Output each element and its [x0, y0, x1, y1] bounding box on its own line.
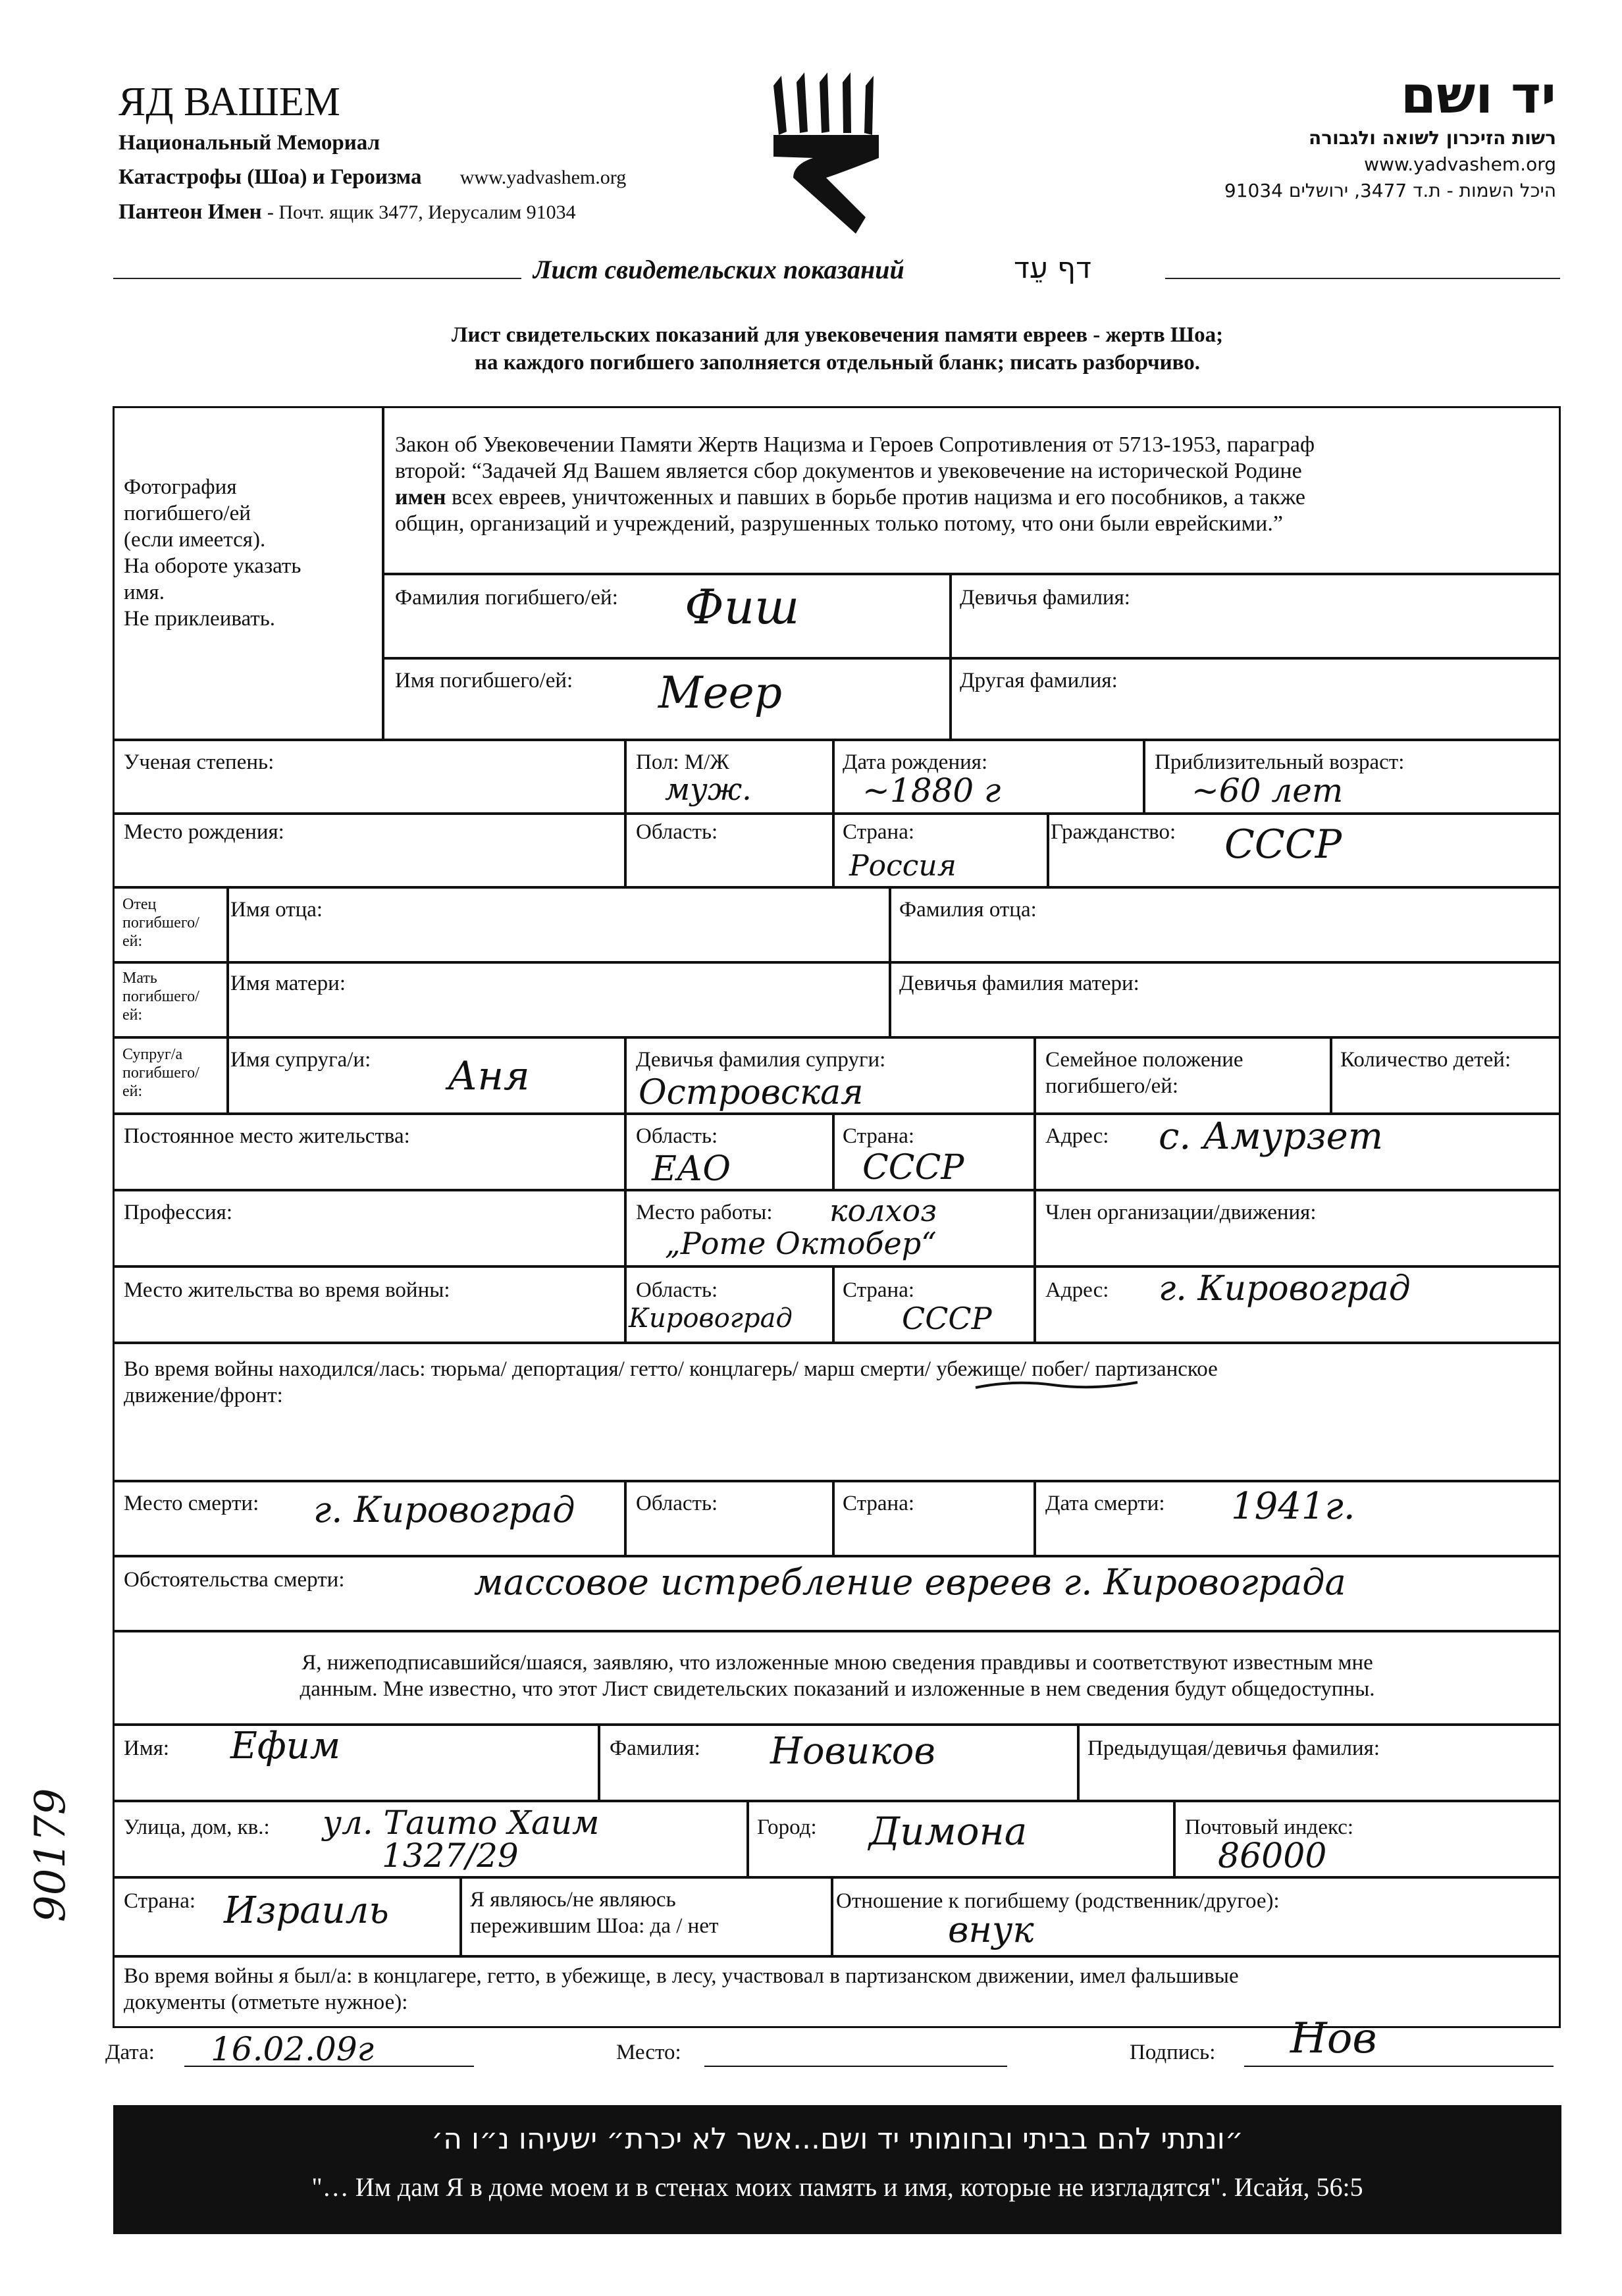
war-residence-label: Место жительства во время войны: [124, 1278, 450, 1302]
spouse-maiden-label: Девичья фамилия супруги: [636, 1048, 886, 1072]
residence-label: Постоянное место жительства: [124, 1124, 410, 1148]
father-side-label: Отец погибшего/ ей: [122, 896, 199, 950]
children-label: Количество детей: [1340, 1048, 1511, 1072]
res-region-label: Область: [636, 1124, 718, 1148]
street-label: Улица, дом, кв.: [124, 1815, 270, 1839]
title-rule-right [1165, 278, 1560, 279]
death-region-label: Область: [636, 1492, 718, 1515]
death-country-label: Страна: [843, 1492, 915, 1515]
header-line4: Пантеон Имен [118, 200, 262, 224]
org-name-he: יד ושם [1400, 66, 1556, 125]
website: www.yadvashem.org [459, 167, 627, 188]
war-address-label: Адрес: [1045, 1278, 1109, 1302]
spouse-name-label: Имя супруга/и: [230, 1048, 371, 1072]
intro [113, 321, 1561, 377]
org-name-ru: ЯД ВАШЕМ [118, 80, 340, 124]
photo-instructions: Фотография погибшего/ей (если имеется). На обороте указать имя. Не приклеивать. [124, 475, 301, 631]
signature-label: Подпись: [1130, 2041, 1216, 2064]
header-right [1224, 66, 1556, 204]
res-country-label: Страна: [843, 1124, 915, 1148]
membership-label: Член организации/движения: [1045, 1201, 1317, 1224]
firstname-value: Меер [658, 667, 782, 718]
footer-quote-ru: "… Им дам Я в доме моем и в стенах моих память и имя, которые не изгладятся". Исайя, 56:5 [311, 2172, 1363, 2202]
other-surname-label: Другая фамилия: [960, 669, 1118, 692]
side-number: 90179 [26, 1788, 75, 1922]
sex-value: муж. [665, 771, 752, 807]
citizenship-label: Гражданство: [1051, 820, 1176, 844]
birthplace-label: Место рождения: [124, 820, 284, 844]
death-date-value: 1941г. [1231, 1485, 1355, 1528]
law-text: Закон об Увековечении Памяти Жертв Нацизма и Героев Сопротивления от 5713-1953, параграф второй: “Задачей Яд Вашем является сбор документов и увековечение на исторической Родине имен всех евреев, уничтоженных и павших в борьбе против нацизма и его пособников, а также общин, организаций и учреждений, разрушенных только потому, что они были еврейскими.” [395, 432, 1315, 536]
submitter-prev-label: Предыдущая/девичья фамилия: [1087, 1736, 1380, 1760]
mother-name-label: Имя матери: [230, 972, 346, 995]
birth-country-label: Страна: [843, 820, 915, 844]
father-surname-label: Фамилия отца: [899, 898, 1037, 922]
declaration-text: Я, нижеподписавшийся/шаяся, заявляю, что изложенные мною сведения правдивы и соответствуют известным мне данным. Мне известно, что этот Лист свидетельских показаний и изложенные в нем сведения будут общедоступны. [300, 1651, 1375, 1701]
header-left [118, 79, 626, 230]
war-address-value: г. Кировоград [1159, 1269, 1411, 1309]
dob-value: ~1880 г [862, 771, 1001, 810]
date-value[interactable]: 16.02.09г [211, 2030, 374, 2068]
death-place-value: г. Кировоград [313, 1489, 575, 1530]
submitter-name-label: Имя: [124, 1736, 170, 1760]
firstname-label: Имя погибшего/ей: [395, 669, 573, 692]
form-title-he: דף עֵד [1014, 251, 1092, 285]
submitter-name-cell[interactable] [113, 1724, 600, 1802]
date-label: Дата: [105, 2041, 155, 2064]
submitter-surname-label: Фамилия: [610, 1736, 700, 1760]
street-value1: ул. Таито Хаим [323, 1804, 600, 1842]
death-place-label: Место смерти: [124, 1492, 259, 1515]
signature-line[interactable] [1244, 2066, 1554, 2067]
birth-region-label: Область: [636, 820, 718, 844]
workplace-value1: колхоз [829, 1193, 937, 1228]
header-line3: Катастрофы (Шоа) и Героизма [118, 165, 422, 189]
res-country-value: СССР [862, 1148, 964, 1187]
res-address-value: с. Амурзет [1159, 1115, 1383, 1158]
he-line1: רשות הזיכרון לשואה ולגבורה [1309, 127, 1556, 149]
father-name-cell[interactable] [227, 887, 891, 963]
zip-value: 86000 [1218, 1837, 1327, 1876]
war-country-label: Страна: [843, 1278, 915, 1302]
birth-country-value: Россия [849, 849, 956, 883]
workplace-value2: „Роте Октобер“ [665, 1226, 937, 1261]
submitter-country-label: Страна: [124, 1889, 196, 1913]
relation-value: внук [948, 1909, 1034, 1950]
workplace-label: Место работы: [636, 1201, 773, 1224]
form-title-ru: Лист свидетельских показаний [533, 255, 904, 284]
res-address-label: Адрес: [1045, 1124, 1109, 1148]
survivor-label: Я являюсь/не являюсь пережившим Шоа: да / нет [470, 1888, 719, 1938]
place-line[interactable] [704, 2066, 1007, 2067]
citizenship-value: СССР [1224, 822, 1342, 868]
he-line3: היכל השמות - ת.ד 3477, ירושלים 91034 [1224, 180, 1556, 201]
header-address: - Почт. ящик 3477, Иерусалим 91034 [267, 201, 576, 223]
spouse-name-value: Аня [448, 1053, 530, 1099]
war-docs-text: Во время войны я был/а: в концлагере, гетто, в убежище, в лесу, участвовал в партизанском движении, имел фальшивые документы (отметьте нужное): [124, 1964, 1239, 2014]
city-value: Димона [869, 1809, 1028, 1854]
yad-vashem-logo [767, 72, 885, 244]
res-region-value: ЕАО [652, 1149, 731, 1189]
maiden-label: Девичья фамилия: [960, 586, 1130, 610]
war-region-label: Область: [636, 1278, 718, 1302]
submitter-surname-value: Новиков [770, 1730, 935, 1773]
footer-quote-he: ״ונתתי להם בביתי ובחומותי יד ושם...אשר לא יכרת״ ישעיהו נ״ו ה׳ [431, 2122, 1244, 2156]
city-label: Город: [757, 1815, 817, 1839]
degree-label: Ученая степень: [124, 750, 275, 774]
submitter-name-value: Ефим [230, 1725, 341, 1767]
death-date-label: Дата смерти: [1045, 1492, 1165, 1515]
profession-label: Профессия: [124, 1201, 232, 1224]
title-rule-left [113, 278, 521, 279]
sex-label: Пол: М/Ж [636, 750, 729, 774]
death-march-underline [974, 1376, 1139, 1396]
signature-value: Нов [1290, 2014, 1377, 2063]
war-country-value: СССР [902, 1301, 992, 1336]
relation-label: Отношение к погибшему (родственник/другое): [836, 1889, 1280, 1913]
mother-maiden-label: Девичья фамилия матери: [899, 972, 1139, 995]
father-name-label: Имя отца: [230, 898, 323, 922]
death-circ-value: массовое истребление евреев г. Кировограда [474, 1561, 1346, 1603]
spouse-side-label: Супруг/а погибшего/ ей: [122, 1046, 199, 1100]
war-status-text: Во время войны находился/лась: тюрьма/ депортация/ гетто/ концлагерь/ марш смерти/ убежище/ побег/ партизанское движение/фронт: [124, 1357, 1218, 1407]
zip-label: Почтовый индекс: [1185, 1815, 1354, 1839]
header-line2: Национальный Мемориал [118, 131, 380, 155]
surname-label: Фамилия погибшего/ей: [395, 586, 618, 610]
street-value2: 1327/29 [382, 1837, 519, 1875]
submitter-country-value: Израиль [224, 1889, 389, 1932]
dob-label: Дата рождения: [843, 750, 988, 774]
age-label: Приблизительный возраст: [1155, 750, 1405, 774]
marital-label: Семейное положение погибшего/ей: [1045, 1048, 1243, 1098]
spouse-maiden-value: Островская [639, 1073, 864, 1112]
he-website: www.yadvashem.org [1364, 153, 1556, 175]
intro-line1: Лист свидетельских показаний для увековечения памяти евреев - жертв Шоа; [451, 323, 1224, 347]
place-label: Место: [616, 2041, 681, 2064]
intro-line2: на каждого погибшего заполняется отдельный бланк; писать разборчиво. [474, 351, 1200, 375]
footer-band [113, 2105, 1561, 2234]
mother-side-label: Мать погибшего/ ей: [122, 970, 199, 1024]
death-circ-label: Обстоятельства смерти: [124, 1568, 345, 1592]
surname-value: Фиш [685, 579, 800, 635]
age-value: ~60 лет [1191, 771, 1344, 810]
war-region-value: Кировоград [629, 1303, 793, 1334]
